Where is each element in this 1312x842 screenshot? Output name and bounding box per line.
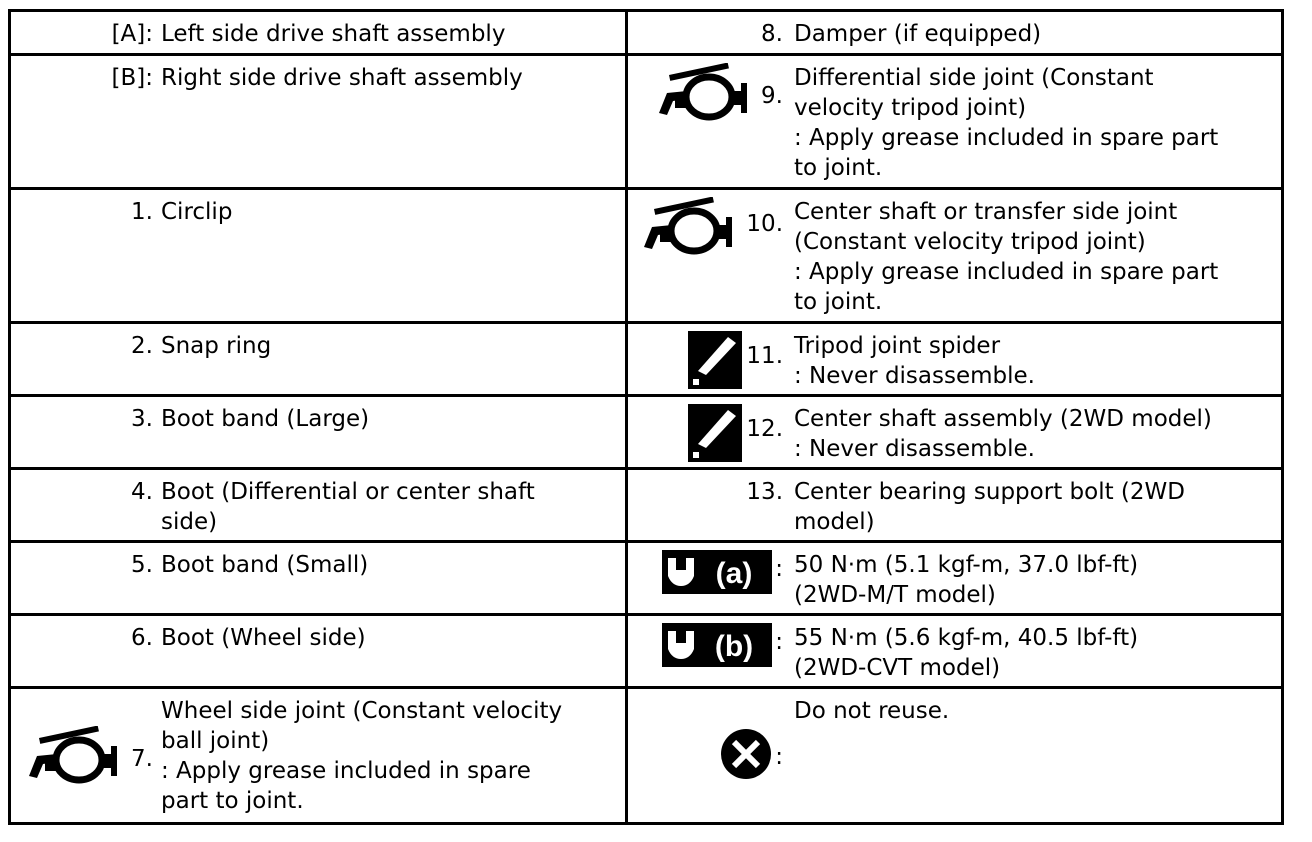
legend-row xyxy=(10,323,1283,396)
legend-cell-right xyxy=(627,396,1283,469)
item-number: : xyxy=(775,556,783,582)
never-disassemble-icon xyxy=(688,331,742,389)
item-number: 11. xyxy=(746,343,783,369)
legend-row xyxy=(10,396,1283,469)
item-number: 12. xyxy=(746,416,783,442)
legend-row xyxy=(10,55,1283,189)
item-description: Boot (Wheel side) xyxy=(161,625,366,651)
item-description: 55 N·m (5.6 kgf-m, 40.5 lbf-ft) (2WD-CVT model) xyxy=(794,625,1139,681)
legend-cell-left xyxy=(10,469,627,542)
torque-wrench-icon xyxy=(662,550,772,594)
item-number: 3. xyxy=(131,406,153,432)
legend-cell-left xyxy=(10,688,627,824)
item-number: [B]: xyxy=(111,65,153,91)
item-number: 2. xyxy=(131,333,153,359)
item-number: 9. xyxy=(761,83,783,109)
torque-wrench-icon xyxy=(662,623,772,667)
item-number: 5. xyxy=(131,552,153,578)
grease-joint-icon xyxy=(27,726,131,784)
legend-row xyxy=(10,688,1283,824)
legend-cell-right xyxy=(627,55,1283,189)
item-description: Left side drive shaft assembly xyxy=(161,21,506,47)
item-description: Tripod joint spider : Never disassemble. xyxy=(794,333,1035,389)
grease-joint-icon xyxy=(642,197,746,255)
item-description: Boot band (Large) xyxy=(161,406,370,432)
do-not-reuse-icon xyxy=(720,728,772,780)
legend-cell-right xyxy=(627,189,1283,323)
legend-cell-left xyxy=(10,189,627,323)
item-number: [A]: xyxy=(111,21,153,47)
item-number: 1. xyxy=(131,199,153,225)
legend-cell-right xyxy=(627,688,1283,824)
item-number: : xyxy=(775,744,783,770)
item-number: 8. xyxy=(761,21,783,47)
item-number: 4. xyxy=(131,479,153,505)
item-description: Center shaft assembly (2WD model) : Never disassemble. xyxy=(794,406,1212,462)
item-number: 7. xyxy=(131,746,153,772)
torque-letter: (b) xyxy=(715,630,754,663)
item-description: Center bearing support bolt (2WD model) xyxy=(794,479,1185,535)
item-description: Wheel side joint (Constant velocity ball joint) : Apply grease included in spare part to joint. xyxy=(161,698,563,814)
legend-row xyxy=(10,189,1283,323)
legend-cell-right xyxy=(627,615,1283,688)
legend-cell-left xyxy=(10,615,627,688)
legend-cell-right xyxy=(627,469,1283,542)
item-description: Boot band (Small) xyxy=(161,552,369,578)
legend-cell-right xyxy=(627,11,1283,55)
item-description: Circlip xyxy=(161,199,233,225)
item-description: Center shaft or transfer side joint (Constant velocity tripod joint) : Apply grease included in spare part to joint. xyxy=(794,199,1219,315)
legend-row xyxy=(10,615,1283,688)
legend-row xyxy=(10,469,1283,542)
item-description: 50 N·m (5.1 kgf-m, 37.0 lbf-ft) (2WD-M/T model) xyxy=(794,552,1139,608)
legend-row xyxy=(10,542,1283,615)
legend-row xyxy=(10,11,1283,55)
item-number: 6. xyxy=(131,625,153,651)
legend-cell-left xyxy=(10,542,627,615)
parts-legend-table xyxy=(8,9,1284,825)
legend-cell-right xyxy=(627,542,1283,615)
legend-cell-left xyxy=(10,396,627,469)
legend-cell-left xyxy=(10,323,627,396)
item-number: 13. xyxy=(746,479,783,505)
legend-cell-left xyxy=(10,11,627,55)
item-description: Differential side joint (Constant velocity tripod joint) : Apply grease included in spare part to joint. xyxy=(794,65,1219,181)
item-number: : xyxy=(775,629,783,655)
legend-cell-left xyxy=(10,55,627,189)
item-description: Right side drive shaft assembly xyxy=(161,65,523,91)
item-number: 10. xyxy=(746,211,783,237)
legend-cell-right xyxy=(627,323,1283,396)
item-description: Do not reuse. xyxy=(794,698,950,724)
never-disassemble-icon xyxy=(688,404,742,462)
item-description: Damper (if equipped) xyxy=(794,21,1042,47)
item-description: Boot (Differential or center shaft side) xyxy=(161,479,535,535)
grease-joint-icon xyxy=(657,63,761,121)
item-description: Snap ring xyxy=(161,333,272,359)
torque-letter: (a) xyxy=(715,557,753,590)
